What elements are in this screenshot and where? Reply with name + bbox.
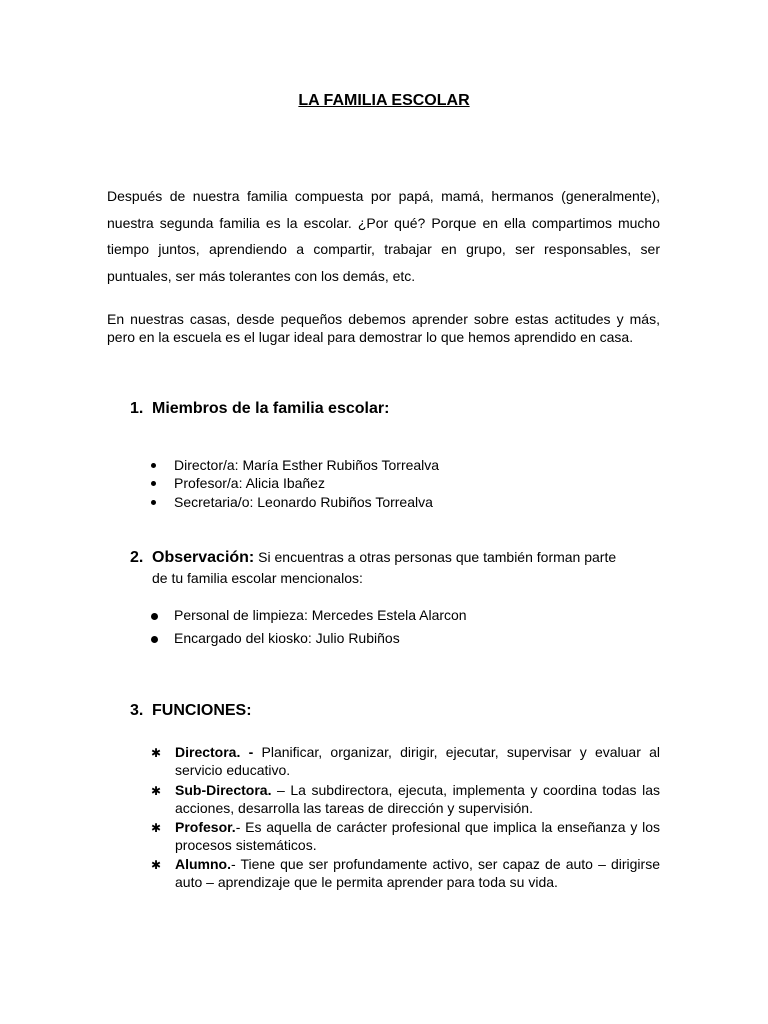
section-1-number: 1. bbox=[130, 400, 144, 417]
function-term: Alumno. bbox=[175, 856, 231, 872]
asterisk-bullet-icon: ✱ bbox=[151, 746, 162, 760]
function-description: - Es aquella de carácter profesional que implica la enseñanza y los procesos sistemáticos. bbox=[175, 819, 660, 853]
section-1-title: Miembros de la familia escolar: bbox=[152, 400, 390, 417]
asterisk-bullet-icon: ✱ bbox=[151, 784, 162, 798]
asterisk-bullet-icon: ✱ bbox=[151, 821, 162, 835]
list-item: Secretaria/o: Leonardo Rubiños Torrealva bbox=[174, 494, 433, 510]
bullet-icon bbox=[151, 613, 158, 620]
list-item: Profesor/a: Alicia Ibañez bbox=[174, 475, 325, 491]
observation-text-1: Si encuentras a otras personas que también forman parte bbox=[254, 549, 617, 565]
function-text bbox=[175, 781, 660, 817]
function-text bbox=[175, 855, 660, 891]
list-item: Personal de limpieza: Mercedes Estela Alarcon bbox=[174, 607, 467, 623]
function-term: Profesor. bbox=[175, 819, 236, 835]
function-term: Directora. - bbox=[175, 744, 254, 760]
bullet-icon bbox=[151, 463, 156, 468]
function-text bbox=[175, 818, 660, 854]
section-1-heading bbox=[130, 400, 389, 418]
observation-label: Observación: bbox=[152, 549, 255, 566]
list-item: Encargado del kiosko: Julio Rubiños bbox=[174, 630, 400, 646]
bullet-icon bbox=[151, 636, 158, 643]
function-text bbox=[175, 743, 660, 779]
observation-text-2: de tu familia escolar mencionalos: bbox=[152, 570, 363, 586]
second-paragraph: En nuestras casas, desde pequeños debemos aprender sobre estas actitudes y más, pero en la escuela es el lugar ideal para demostrar lo que hemos aprendido en casa. bbox=[107, 311, 660, 345]
intro-paragraph: Después de nuestra familia compuesta por papá, mamá, hermanos (generalmente), nuestra segunda familia es la escolar. ¿Por qué? Porque en ella compartimos mucho tiempo juntos, aprendiendo a compartir, trabajar en grupo, ser responsables, ser puntuales, ser más tolerantes con los demás, etc. bbox=[107, 188, 660, 284]
list-item: Director/a: María Esther Rubiños Torrealva bbox=[174, 457, 440, 473]
bullet-icon bbox=[151, 481, 156, 486]
function-term: Sub-Directora. bbox=[175, 782, 272, 798]
function-description: - Tiene que ser profundamente activo, ser capaz de auto – dirigirse auto – aprendizaje que le permita aprender para toda su vida. bbox=[175, 856, 660, 890]
section-3-title: FUNCIONES: bbox=[152, 702, 252, 719]
asterisk-bullet-icon: ✱ bbox=[151, 858, 162, 872]
function-description: – La subdirectora, ejecuta, implementa y coordina todas las acciones, desarrolla las tareas de dirección y supervisión. bbox=[175, 782, 660, 816]
section-3-number: 3. bbox=[130, 702, 144, 719]
document-title: LA FAMILIA ESCOLAR bbox=[298, 92, 470, 109]
function-description: Planificar, organizar, dirigir, ejecutar, supervisar y evaluar al servicio educativo. bbox=[175, 744, 660, 778]
section-2-number: 2. bbox=[130, 549, 144, 566]
bullet-icon bbox=[151, 500, 156, 505]
observation-line-1 bbox=[152, 548, 660, 567]
section-3-heading bbox=[130, 702, 252, 720]
